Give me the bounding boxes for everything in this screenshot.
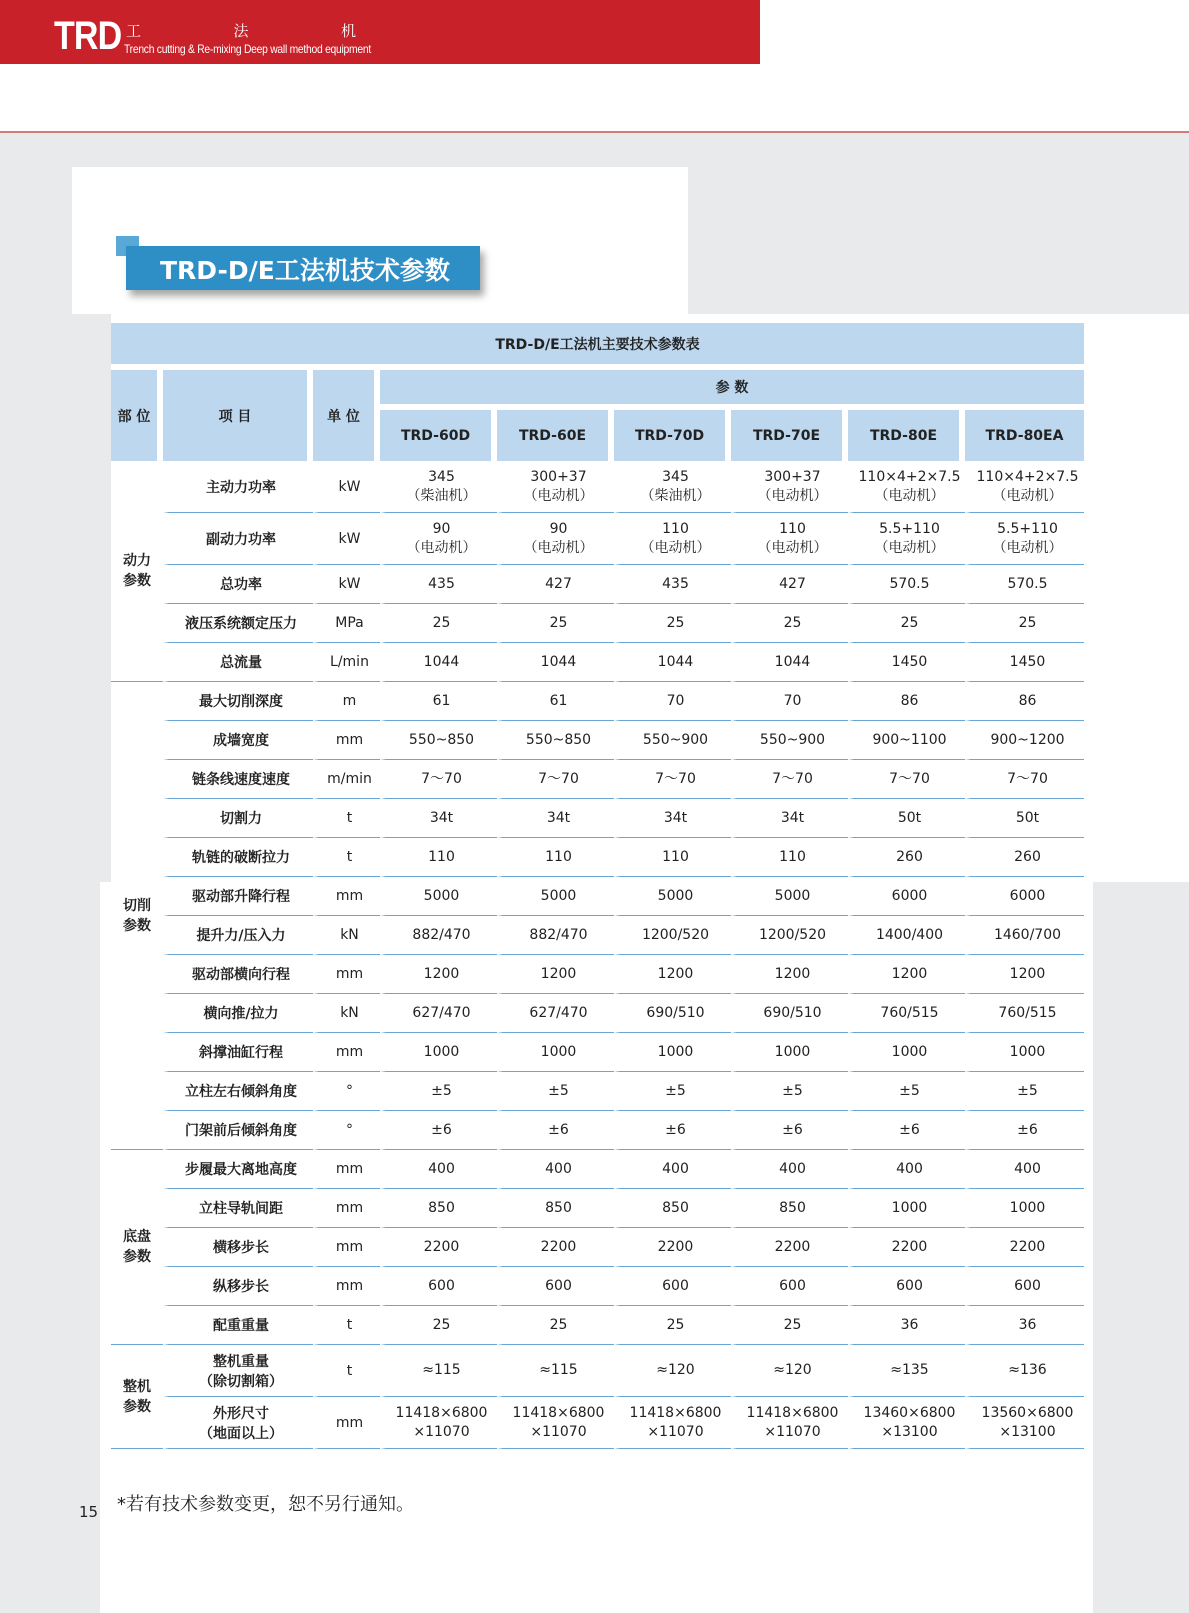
value-cell: 570.5 bbox=[965, 565, 1084, 604]
value-cell: 1200 bbox=[380, 955, 497, 994]
model-header: TRD-80E bbox=[848, 404, 965, 461]
value-cell: 25 bbox=[497, 1306, 614, 1345]
unit-cell: kW bbox=[313, 461, 380, 513]
table-row bbox=[111, 955, 1084, 994]
value-cell: ±5 bbox=[497, 1072, 614, 1111]
value-cell: 1400/400 bbox=[848, 916, 965, 955]
table-row bbox=[111, 721, 1084, 760]
table-row bbox=[111, 1072, 1084, 1111]
value-cell: 600 bbox=[731, 1267, 848, 1306]
value-cell: 110 （电动机） bbox=[731, 513, 848, 565]
value-cell: 36 bbox=[965, 1306, 1084, 1345]
header-logo: TRD bbox=[54, 14, 122, 58]
value-cell: 34t bbox=[497, 799, 614, 838]
value-cell: 1044 bbox=[380, 643, 497, 682]
header-cn-char: 法 bbox=[233, 22, 249, 40]
table-row bbox=[111, 643, 1084, 682]
header-divider bbox=[0, 131, 1189, 133]
value-cell: ±5 bbox=[614, 1072, 731, 1111]
value-cell: ≈136 bbox=[965, 1345, 1084, 1397]
header-bar bbox=[0, 0, 760, 64]
value-cell: 50t bbox=[848, 799, 965, 838]
value-cell: 850 bbox=[731, 1189, 848, 1228]
table-row bbox=[111, 513, 1084, 565]
value-cell: 260 bbox=[965, 838, 1084, 877]
item-label: 步履最大离地高度 bbox=[163, 1150, 313, 1189]
value-cell: 260 bbox=[848, 838, 965, 877]
table-row bbox=[111, 799, 1084, 838]
background-card bbox=[72, 167, 688, 314]
table-row bbox=[111, 994, 1084, 1033]
value-cell: 1000 bbox=[731, 1033, 848, 1072]
group-label: 动力 参数 bbox=[111, 461, 163, 682]
table-row bbox=[111, 1306, 1084, 1345]
footnote: *若有技术参数变更，恕不另行通知。 bbox=[117, 1494, 414, 1515]
value-cell: 900~1200 bbox=[965, 721, 1084, 760]
model-header: TRD-60D bbox=[380, 404, 497, 461]
value-cell: 690/510 bbox=[614, 994, 731, 1033]
value-cell: 627/470 bbox=[497, 994, 614, 1033]
value-cell: 110 bbox=[731, 838, 848, 877]
value-cell: 13460×6800 ×13100 bbox=[848, 1397, 965, 1449]
table-row bbox=[111, 916, 1084, 955]
item-label: 副动力功率 bbox=[163, 513, 313, 565]
table-row bbox=[111, 877, 1084, 916]
value-cell: 5.5+110 （电动机） bbox=[848, 513, 965, 565]
background-band bbox=[1093, 882, 1189, 1613]
value-cell: 11418×6800 ×11070 bbox=[380, 1397, 497, 1449]
group-label: 整机 参数 bbox=[111, 1345, 163, 1449]
item-label: 立柱左右倾斜角度 bbox=[163, 1072, 313, 1111]
table-row bbox=[111, 604, 1084, 643]
table-row bbox=[111, 1189, 1084, 1228]
value-cell: 850 bbox=[614, 1189, 731, 1228]
value-cell: 110 bbox=[380, 838, 497, 877]
value-cell: ≈120 bbox=[614, 1345, 731, 1397]
model-header: TRD-60E bbox=[497, 404, 614, 461]
value-cell: 25 bbox=[497, 604, 614, 643]
item-label: 总功率 bbox=[163, 565, 313, 604]
header-cn-title bbox=[126, 20, 356, 41]
item-label: 最大切削深度 bbox=[163, 682, 313, 721]
value-cell: 1200 bbox=[848, 955, 965, 994]
value-cell: ±6 bbox=[380, 1111, 497, 1150]
value-cell: ±5 bbox=[965, 1072, 1084, 1111]
value-cell: 600 bbox=[380, 1267, 497, 1306]
section-title: TRD-D/E工法机技术参数 bbox=[160, 256, 450, 285]
value-cell: ±6 bbox=[848, 1111, 965, 1150]
value-cell: 110 bbox=[614, 838, 731, 877]
value-cell: 1200 bbox=[731, 955, 848, 994]
value-cell: 550~900 bbox=[731, 721, 848, 760]
value-cell: 1000 bbox=[848, 1189, 965, 1228]
value-cell: 11418×6800 ×11070 bbox=[614, 1397, 731, 1449]
item-label: 提升力/压入力 bbox=[163, 916, 313, 955]
page-number: 15 bbox=[79, 1503, 99, 1521]
header-unit: 单 位 bbox=[313, 364, 380, 461]
value-cell: 900~1100 bbox=[848, 721, 965, 760]
header-params: 参 数 bbox=[380, 364, 1084, 404]
value-cell: 2200 bbox=[614, 1228, 731, 1267]
value-cell: 6000 bbox=[965, 877, 1084, 916]
value-cell: 2200 bbox=[731, 1228, 848, 1267]
value-cell: 690/510 bbox=[731, 994, 848, 1033]
value-cell: 400 bbox=[497, 1150, 614, 1189]
value-cell: ±6 bbox=[731, 1111, 848, 1150]
value-cell: 5000 bbox=[497, 877, 614, 916]
unit-cell: kW bbox=[313, 565, 380, 604]
unit-cell: mm bbox=[313, 721, 380, 760]
table-row bbox=[111, 760, 1084, 799]
value-cell: 7～70 bbox=[497, 760, 614, 799]
item-label: 门架前后倾斜角度 bbox=[163, 1111, 313, 1150]
item-label: 总流量 bbox=[163, 643, 313, 682]
item-label: 轨链的破断拉力 bbox=[163, 838, 313, 877]
value-cell: 34t bbox=[731, 799, 848, 838]
value-cell: ≈115 bbox=[380, 1345, 497, 1397]
group-label: 切削 参数 bbox=[111, 682, 163, 1150]
table-row bbox=[111, 682, 1084, 721]
value-cell: 25 bbox=[731, 1306, 848, 1345]
value-cell: 86 bbox=[848, 682, 965, 721]
value-cell: 5000 bbox=[614, 877, 731, 916]
unit-cell: ° bbox=[313, 1072, 380, 1111]
value-cell: 2200 bbox=[497, 1228, 614, 1267]
unit-cell: m/min bbox=[313, 760, 380, 799]
value-cell: 1200 bbox=[614, 955, 731, 994]
value-cell: ±6 bbox=[965, 1111, 1084, 1150]
unit-cell: kW bbox=[313, 513, 380, 565]
value-cell: 400 bbox=[731, 1150, 848, 1189]
unit-cell: MPa bbox=[313, 604, 380, 643]
value-cell: 5.5+110 （电动机） bbox=[965, 513, 1084, 565]
item-label: 立柱导轨间距 bbox=[163, 1189, 313, 1228]
value-cell: 345 （柴油机） bbox=[380, 461, 497, 513]
unit-cell: t bbox=[313, 1345, 380, 1397]
value-cell: 110×4+2×7.5 （电动机） bbox=[965, 461, 1084, 513]
value-cell: ±6 bbox=[497, 1111, 614, 1150]
unit-cell: t bbox=[313, 1306, 380, 1345]
value-cell: 400 bbox=[848, 1150, 965, 1189]
value-cell: 61 bbox=[380, 682, 497, 721]
value-cell: 11418×6800 ×11070 bbox=[497, 1397, 614, 1449]
value-cell: 435 bbox=[614, 565, 731, 604]
item-label: 成墙宽度 bbox=[163, 721, 313, 760]
value-cell: 600 bbox=[497, 1267, 614, 1306]
value-cell: 34t bbox=[614, 799, 731, 838]
value-cell: 427 bbox=[731, 565, 848, 604]
value-cell: 25 bbox=[614, 1306, 731, 1345]
unit-cell: mm bbox=[313, 1267, 380, 1306]
item-label: 驱动部升降行程 bbox=[163, 877, 313, 916]
unit-cell: mm bbox=[313, 1150, 380, 1189]
unit-cell: mm bbox=[313, 1397, 380, 1449]
item-label: 液压系统额定压力 bbox=[163, 604, 313, 643]
value-cell: 25 bbox=[380, 604, 497, 643]
value-cell: 7～70 bbox=[380, 760, 497, 799]
value-cell: ≈135 bbox=[848, 1345, 965, 1397]
value-cell: 1000 bbox=[380, 1033, 497, 1072]
spec-table bbox=[111, 323, 1084, 1449]
table-row bbox=[111, 461, 1084, 513]
table-row bbox=[111, 1345, 1084, 1397]
table-caption: TRD-D/E工法机主要技术参数表 bbox=[111, 323, 1084, 364]
value-cell: ≈115 bbox=[497, 1345, 614, 1397]
value-cell: 2200 bbox=[965, 1228, 1084, 1267]
value-cell: 400 bbox=[380, 1150, 497, 1189]
value-cell: ≈120 bbox=[731, 1345, 848, 1397]
model-header: TRD-70E bbox=[731, 404, 848, 461]
value-cell: 400 bbox=[965, 1150, 1084, 1189]
value-cell: 25 bbox=[731, 604, 848, 643]
table-row bbox=[111, 1111, 1084, 1150]
group-label: 底盘 参数 bbox=[111, 1150, 163, 1345]
value-cell: 25 bbox=[614, 604, 731, 643]
item-label: 整机重量 （除切割箱） bbox=[163, 1345, 313, 1397]
value-cell: 1200/520 bbox=[731, 916, 848, 955]
unit-cell: mm bbox=[313, 1033, 380, 1072]
value-cell: 7～70 bbox=[731, 760, 848, 799]
table-row bbox=[111, 1033, 1084, 1072]
value-cell: 550~850 bbox=[497, 721, 614, 760]
value-cell: 570.5 bbox=[848, 565, 965, 604]
value-cell: 400 bbox=[614, 1150, 731, 1189]
value-cell: 300+37 （电动机） bbox=[497, 461, 614, 513]
value-cell: 345 （柴油机） bbox=[614, 461, 731, 513]
header-cn-char: 机 bbox=[340, 22, 356, 40]
value-cell: 1000 bbox=[965, 1033, 1084, 1072]
value-cell: 110 bbox=[497, 838, 614, 877]
table-row bbox=[111, 1150, 1084, 1189]
value-cell: 86 bbox=[965, 682, 1084, 721]
item-label: 切割力 bbox=[163, 799, 313, 838]
value-cell: 2200 bbox=[380, 1228, 497, 1267]
value-cell: ±6 bbox=[614, 1111, 731, 1150]
model-header: TRD-70D bbox=[614, 404, 731, 461]
value-cell: 850 bbox=[380, 1189, 497, 1228]
item-label: 横向推/拉力 bbox=[163, 994, 313, 1033]
value-cell: 36 bbox=[848, 1306, 965, 1345]
value-cell: 882/470 bbox=[497, 916, 614, 955]
item-label: 外形尺寸 （地面以上） bbox=[163, 1397, 313, 1449]
value-cell: 1200 bbox=[497, 955, 614, 994]
value-cell: 11418×6800 ×11070 bbox=[731, 1397, 848, 1449]
header-cn-char: 工 bbox=[126, 22, 142, 40]
table-row bbox=[111, 1267, 1084, 1306]
item-label: 横移步长 bbox=[163, 1228, 313, 1267]
value-cell: 1200/520 bbox=[614, 916, 731, 955]
item-label: 链条线速度速度 bbox=[163, 760, 313, 799]
value-cell: 90 （电动机） bbox=[497, 513, 614, 565]
item-label: 纵移步长 bbox=[163, 1267, 313, 1306]
unit-cell: mm bbox=[313, 877, 380, 916]
value-cell: 2200 bbox=[848, 1228, 965, 1267]
value-cell: 70 bbox=[614, 682, 731, 721]
value-cell: 600 bbox=[965, 1267, 1084, 1306]
value-cell: 1044 bbox=[614, 643, 731, 682]
value-cell: 34t bbox=[380, 799, 497, 838]
value-cell: 1000 bbox=[614, 1033, 731, 1072]
value-cell: 850 bbox=[497, 1189, 614, 1228]
value-cell: 760/515 bbox=[965, 994, 1084, 1033]
value-cell: 25 bbox=[380, 1306, 497, 1345]
value-cell: 600 bbox=[848, 1267, 965, 1306]
value-cell: 550~900 bbox=[614, 721, 731, 760]
value-cell: 5000 bbox=[731, 877, 848, 916]
unit-cell: mm bbox=[313, 955, 380, 994]
value-cell: 600 bbox=[614, 1267, 731, 1306]
value-cell: 50t bbox=[965, 799, 1084, 838]
unit-cell: L/min bbox=[313, 643, 380, 682]
table-row bbox=[111, 1228, 1084, 1267]
value-cell: 1200 bbox=[965, 955, 1084, 994]
table-row bbox=[111, 1397, 1084, 1449]
unit-cell: t bbox=[313, 838, 380, 877]
model-header: TRD-80EA bbox=[965, 404, 1084, 461]
value-cell: 110 （电动机） bbox=[614, 513, 731, 565]
value-cell: 7～70 bbox=[965, 760, 1084, 799]
value-cell: 1000 bbox=[965, 1189, 1084, 1228]
value-cell: 7～70 bbox=[614, 760, 731, 799]
value-cell: 300+37 （电动机） bbox=[731, 461, 848, 513]
value-cell: 1044 bbox=[731, 643, 848, 682]
value-cell: 70 bbox=[731, 682, 848, 721]
header-en-title: Trench cutting & Re-mixing Deep wall method equipment bbox=[124, 42, 371, 56]
table-row bbox=[111, 565, 1084, 604]
unit-cell: m bbox=[313, 682, 380, 721]
value-cell: 1450 bbox=[965, 643, 1084, 682]
value-cell: 882/470 bbox=[380, 916, 497, 955]
value-cell: 627/470 bbox=[380, 994, 497, 1033]
value-cell: 110×4+2×7.5 （电动机） bbox=[848, 461, 965, 513]
unit-cell: mm bbox=[313, 1228, 380, 1267]
unit-cell: kN bbox=[313, 994, 380, 1033]
header-item: 项 目 bbox=[163, 364, 313, 461]
table-row bbox=[111, 838, 1084, 877]
value-cell: 1450 bbox=[848, 643, 965, 682]
background-band bbox=[0, 314, 111, 882]
value-cell: 1460/700 bbox=[965, 916, 1084, 955]
item-label: 配重重量 bbox=[163, 1306, 313, 1345]
value-cell: 435 bbox=[380, 565, 497, 604]
item-label: 驱动部横向行程 bbox=[163, 955, 313, 994]
value-cell: ±5 bbox=[731, 1072, 848, 1111]
value-cell: 13560×6800 ×13100 bbox=[965, 1397, 1084, 1449]
unit-cell: kN bbox=[313, 916, 380, 955]
value-cell: 6000 bbox=[848, 877, 965, 916]
value-cell: 90 （电动机） bbox=[380, 513, 497, 565]
item-label: 主动力功率 bbox=[163, 461, 313, 513]
value-cell: 25 bbox=[848, 604, 965, 643]
value-cell: 61 bbox=[497, 682, 614, 721]
value-cell: 1000 bbox=[497, 1033, 614, 1072]
value-cell: 25 bbox=[965, 604, 1084, 643]
unit-cell: ° bbox=[313, 1111, 380, 1150]
value-cell: 5000 bbox=[380, 877, 497, 916]
item-label: 斜撑油缸行程 bbox=[163, 1033, 313, 1072]
value-cell: ±5 bbox=[380, 1072, 497, 1111]
value-cell: 760/515 bbox=[848, 994, 965, 1033]
value-cell: 1044 bbox=[497, 643, 614, 682]
value-cell: ±5 bbox=[848, 1072, 965, 1111]
header-part: 部 位 bbox=[111, 364, 163, 461]
value-cell: 1000 bbox=[848, 1033, 965, 1072]
value-cell: 7～70 bbox=[848, 760, 965, 799]
value-cell: 427 bbox=[497, 565, 614, 604]
value-cell: 550~850 bbox=[380, 721, 497, 760]
unit-cell: t bbox=[313, 799, 380, 838]
unit-cell: mm bbox=[313, 1189, 380, 1228]
